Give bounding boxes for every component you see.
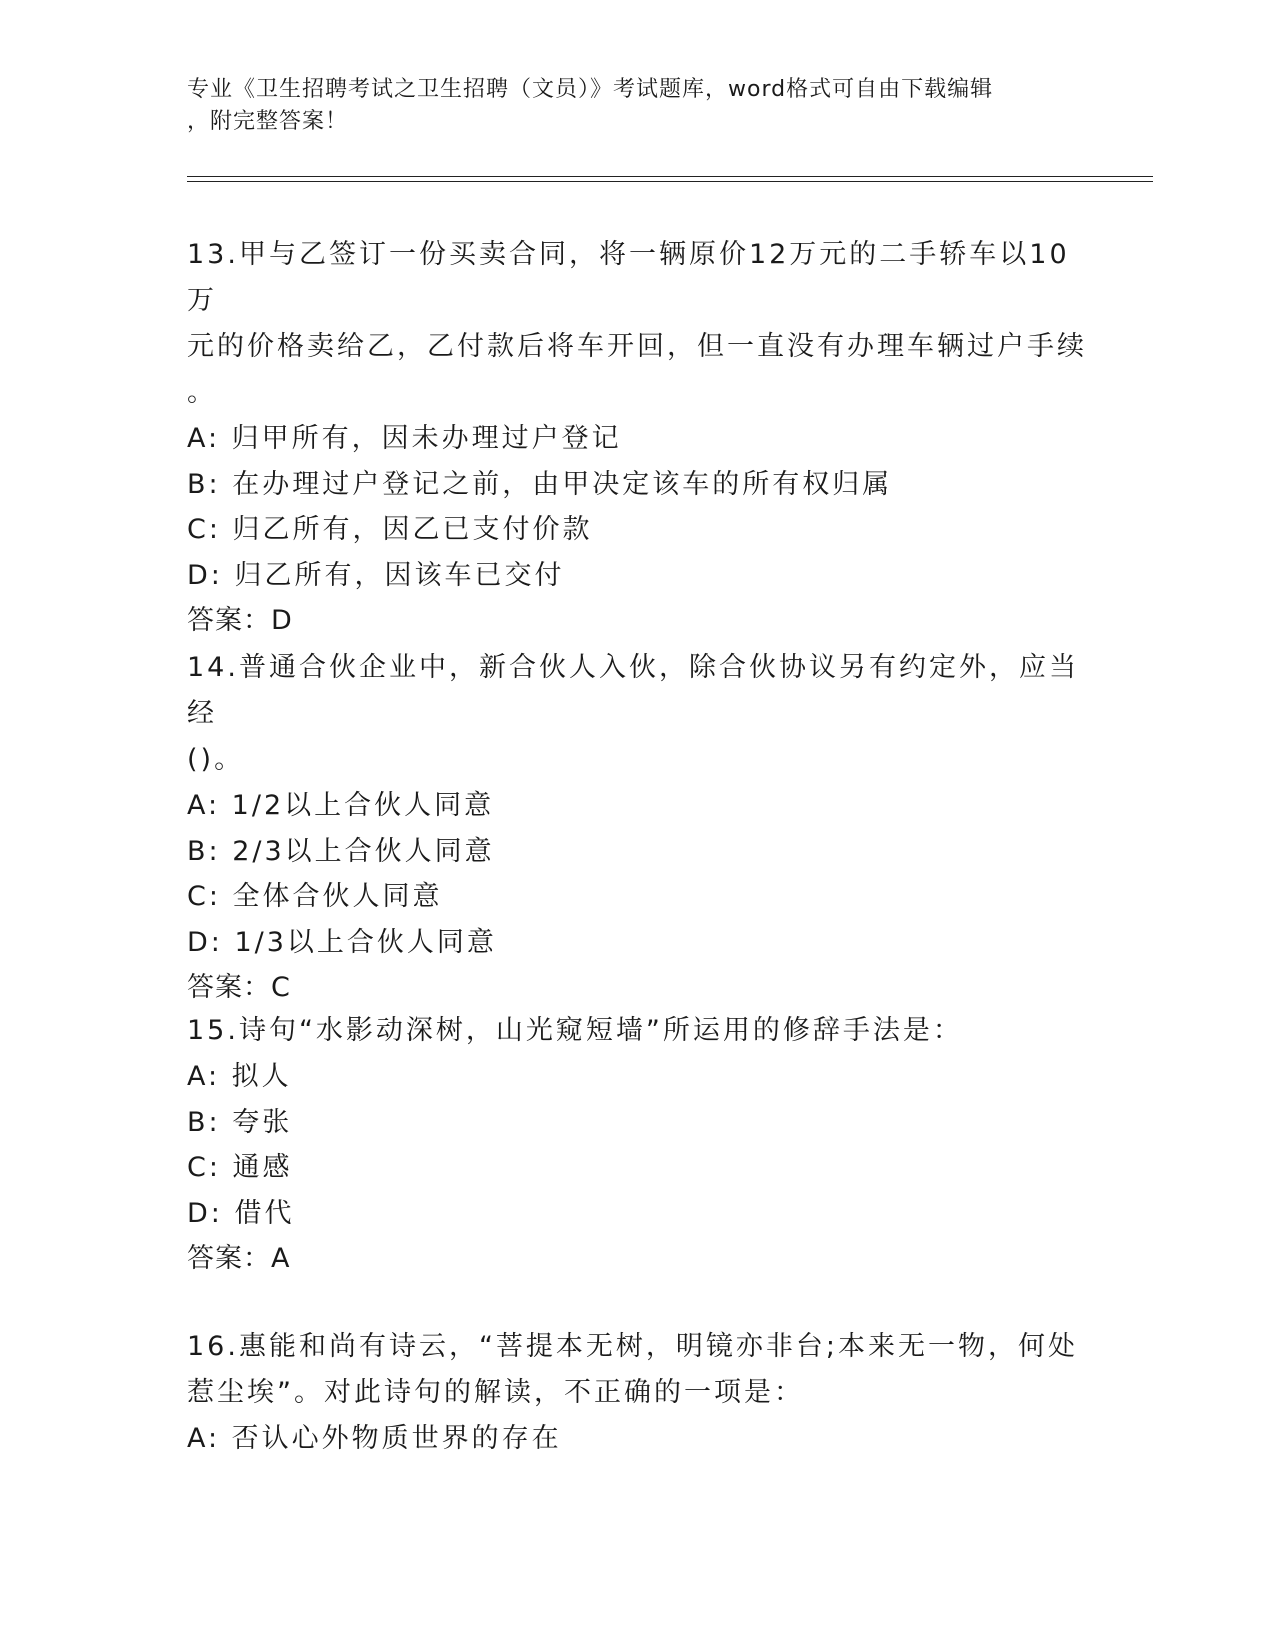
header-divider-bottom xyxy=(187,181,1153,182)
answer: 答案：A xyxy=(187,1243,291,1274)
option-a: A: 否认心外物质世界的存在 xyxy=(187,1423,562,1454)
question-text-line: 。 xyxy=(187,377,217,408)
answer: 答案：C xyxy=(187,972,291,1003)
option-d: D: 1/3以上合伙人同意 xyxy=(187,926,497,958)
document-header xyxy=(187,74,1067,138)
option-b: B: 2/3以上合伙人同意 xyxy=(187,835,495,867)
option-c: C: 归乙所有，因乙已支付价款 xyxy=(187,514,593,545)
header-line-2: ，附完整答案！ xyxy=(187,109,349,134)
question-text-line: 13.甲与乙签订一份买卖合同，将一辆原价12万元的二手轿车以10万 xyxy=(187,239,1070,316)
option-b: B: 夸张 xyxy=(187,1106,293,1138)
option-a: A: 拟人 xyxy=(187,1061,292,1092)
question-text-line: 14.普通合伙企业中，新合伙人入伙，除合伙协议另有约定外，应当经 xyxy=(187,652,1079,729)
question-text-line: 15.诗句“水影动深树，山光窥短墙”所运用的修辞手法是： xyxy=(187,1015,963,1046)
option-b: B: 在办理过户登记之前，由甲决定该车的所有权归属 xyxy=(187,468,893,500)
option-d: D: 借代 xyxy=(187,1197,295,1229)
option-a: A: 归甲所有，因未办理过户登记 xyxy=(187,423,622,454)
option-c: C: 全体合伙人同意 xyxy=(187,881,443,912)
question-text-line: 16.惠能和尚有诗云，“菩提本无树，明镜亦非台;本来无一物，何处 xyxy=(187,1331,1079,1362)
answer: 答案：D xyxy=(187,605,293,636)
option-d: D: 归乙所有，因该车已交付 xyxy=(187,559,565,591)
question-16 xyxy=(187,1324,1087,1462)
question-text-line: 元的价格卖给乙，乙付款后将车开回，但一直没有办理车辆过户手续 xyxy=(187,331,1087,362)
question-14 xyxy=(187,645,1087,1011)
header-line-1: 专业《卫生招聘考试之卫生招聘（文员）》考试题库，word格式可自由下载编辑 xyxy=(187,77,994,102)
question-text-line: 惹尘埃”。对此诗句的解读，不正确的一项是： xyxy=(187,1377,804,1408)
question-15 xyxy=(187,1008,1087,1282)
option-a: A: 1/2以上合伙人同意 xyxy=(187,790,495,821)
option-c: C: 通感 xyxy=(187,1152,293,1183)
header-divider-top xyxy=(187,176,1153,177)
question-13 xyxy=(187,232,1087,644)
question-text-line: ()。 xyxy=(187,744,245,775)
